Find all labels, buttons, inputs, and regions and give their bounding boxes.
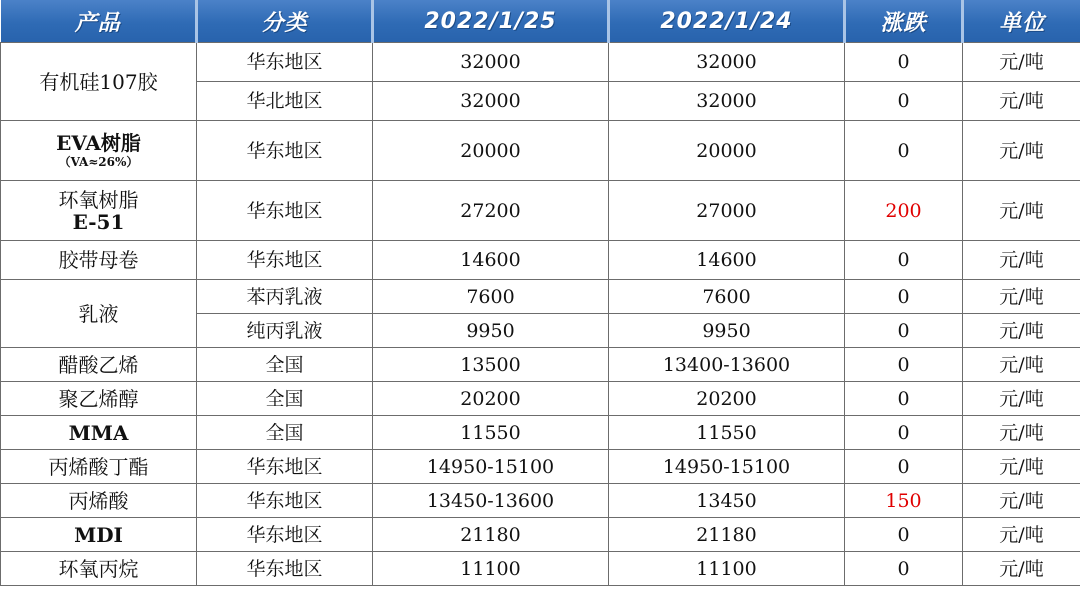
price-date-1-cell: 14600 — [373, 241, 609, 280]
unit-cell: 元/吨 — [963, 241, 1080, 280]
product-cell: 丙烯酸 — [1, 484, 197, 518]
change-cell: 0 — [845, 552, 963, 586]
region-cell: 华东地区 — [197, 181, 373, 241]
product-cell: 丙烯酸丁酯 — [1, 450, 197, 484]
product-cell: 乳液 — [1, 280, 197, 348]
product-cell: MDI — [1, 518, 197, 552]
price-date-2-cell: 11550 — [609, 416, 845, 450]
price-date-2-cell: 32000 — [609, 43, 845, 82]
price-date-1-cell: 14950-15100 — [373, 450, 609, 484]
change-cell: 0 — [845, 348, 963, 382]
unit-cell: 元/吨 — [963, 484, 1080, 518]
price-date-1-cell: 32000 — [373, 82, 609, 121]
unit-cell: 元/吨 — [963, 518, 1080, 552]
header-date-1: 2022/1/25 — [373, 0, 609, 43]
product-cell: 胶带母卷 — [1, 241, 197, 280]
product-note: E-51 — [72, 209, 125, 234]
region-cell: 华东地区 — [197, 241, 373, 280]
product-name: EVA树脂 — [56, 130, 141, 155]
price-date-2-cell: 7600 — [609, 280, 845, 314]
change-cell: 0 — [845, 280, 963, 314]
unit-cell: 元/吨 — [963, 416, 1080, 450]
price-date-1-cell: 27200 — [373, 181, 609, 241]
table-row — [1, 241, 1080, 280]
price-date-2-cell: 27000 — [609, 181, 845, 241]
price-date-2-cell: 20000 — [609, 121, 845, 181]
change-cell: 0 — [845, 43, 963, 82]
price-date-1-cell: 7600 — [373, 280, 609, 314]
table-row — [1, 382, 1080, 416]
unit-cell: 元/吨 — [963, 382, 1080, 416]
region-cell: 全国 — [197, 348, 373, 382]
price-date-1-cell: 20000 — [373, 121, 609, 181]
header-unit: 单位 — [963, 0, 1080, 43]
unit-cell: 元/吨 — [963, 280, 1080, 314]
unit-cell: 元/吨 — [963, 121, 1080, 181]
price-date-1-cell: 20200 — [373, 382, 609, 416]
price-date-2-cell: 13400-13600 — [609, 348, 845, 382]
region-cell: 纯丙乳液 — [197, 314, 373, 348]
table-row — [1, 181, 1080, 241]
change-cell: 0 — [845, 450, 963, 484]
change-cell: 0 — [845, 121, 963, 181]
product-cell — [1, 121, 197, 181]
header-category: 分类 — [197, 0, 373, 43]
region-cell: 苯丙乳液 — [197, 280, 373, 314]
price-date-1-cell: 9950 — [373, 314, 609, 348]
table-row — [1, 121, 1080, 181]
price-date-1-cell: 11550 — [373, 416, 609, 450]
product-name: 环氧树脂 — [58, 187, 139, 212]
change-cell: 200 — [845, 181, 963, 241]
table-row — [1, 552, 1080, 586]
region-cell: 华东地区 — [197, 121, 373, 181]
table-row — [1, 280, 1080, 314]
unit-cell: 元/吨 — [963, 314, 1080, 348]
price-date-1-cell: 32000 — [373, 43, 609, 82]
price-date-1-cell: 13450-13600 — [373, 484, 609, 518]
price-date-2-cell: 11100 — [609, 552, 845, 586]
price-date-2-cell: 32000 — [609, 82, 845, 121]
product-cell: 环氧丙烷 — [1, 552, 197, 586]
price-date-2-cell: 20200 — [609, 382, 845, 416]
price-date-2-cell: 21180 — [609, 518, 845, 552]
product-cell: 聚乙烯醇 — [1, 382, 197, 416]
header-row — [1, 0, 1080, 43]
unit-cell: 元/吨 — [963, 552, 1080, 586]
header-change: 涨跌 — [845, 0, 963, 43]
region-cell: 华东地区 — [197, 552, 373, 586]
region-cell: 华东地区 — [197, 484, 373, 518]
change-cell: 0 — [845, 518, 963, 552]
product-cell: 醋酸乙烯 — [1, 348, 197, 382]
change-cell: 0 — [845, 241, 963, 280]
price-date-2-cell: 14950-15100 — [609, 450, 845, 484]
region-cell: 华北地区 — [197, 82, 373, 121]
price-date-1-cell: 11100 — [373, 552, 609, 586]
unit-cell: 元/吨 — [963, 43, 1080, 82]
product-cell: 有机硅107胶 — [1, 43, 197, 121]
price-date-2-cell: 9950 — [609, 314, 845, 348]
product-note: （VA≈26%） — [58, 154, 139, 169]
unit-cell: 元/吨 — [963, 450, 1080, 484]
table-row — [1, 348, 1080, 382]
region-cell: 华东地区 — [197, 43, 373, 82]
change-cell: 150 — [845, 484, 963, 518]
header-product: 产品 — [1, 0, 197, 43]
region-cell: 华东地区 — [197, 518, 373, 552]
unit-cell: 元/吨 — [963, 181, 1080, 241]
unit-cell: 元/吨 — [963, 82, 1080, 121]
table-row — [1, 416, 1080, 450]
table-row — [1, 450, 1080, 484]
change-cell: 0 — [845, 382, 963, 416]
region-cell: 全国 — [197, 416, 373, 450]
table-header — [1, 0, 1080, 43]
change-cell: 0 — [845, 314, 963, 348]
table-row — [1, 484, 1080, 518]
price-date-2-cell: 14600 — [609, 241, 845, 280]
price-date-1-cell: 21180 — [373, 518, 609, 552]
region-cell: 全国 — [197, 382, 373, 416]
table-row — [1, 518, 1080, 552]
product-cell — [1, 181, 197, 241]
unit-cell: 元/吨 — [963, 348, 1080, 382]
change-cell: 0 — [845, 416, 963, 450]
price-date-2-cell: 13450 — [609, 484, 845, 518]
price-date-1-cell: 13500 — [373, 348, 609, 382]
product-cell: MMA — [1, 416, 197, 450]
header-date-2: 2022/1/24 — [609, 0, 845, 43]
region-cell: 华东地区 — [197, 450, 373, 484]
table-body — [1, 43, 1080, 586]
change-cell: 0 — [845, 82, 963, 121]
table-row — [1, 43, 1080, 82]
